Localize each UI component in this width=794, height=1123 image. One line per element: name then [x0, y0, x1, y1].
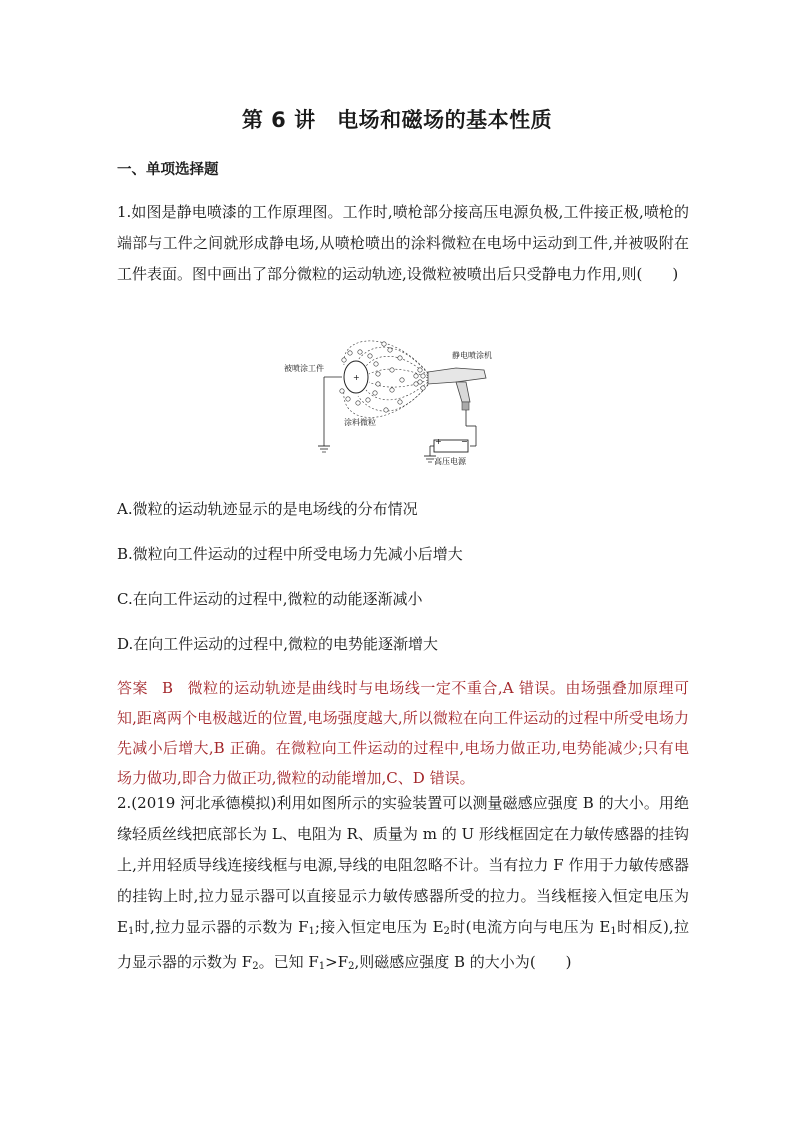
- q2-sub-e1-b: 1: [610, 926, 617, 937]
- section-heading: 一、单项选择题: [117, 162, 219, 178]
- q2-text-5: 时相反),拉力显示器的示数为 F: [117, 918, 689, 971]
- q2-text-1: 2.(2019 河北承德模拟)利用如图所示的实验装置可以测量磁感应强度 B 的大小。用绝缘轻质丝线把底部长为 L、电阻为 R、质量为 m 的 U 形线框固定在力敏传感器的挂钩上,并用轻质导线连接线框与电源,导线的电阻忽略不计。当有拉力 F 作用于力敏传感器的挂钩上时,拉力显示器可以直接显示力敏传感器所受的拉力。当线框接入恒定电压为 E: [117, 794, 689, 936]
- option-d: D.在向工件运动的过程中,微粒的电势能逐渐增大: [117, 635, 439, 653]
- source-plus-sign: +: [435, 437, 442, 446]
- answer-explanation: [117, 673, 689, 793]
- source-minus-sign: −: [461, 437, 468, 446]
- answer-text: 微粒的运动轨迹是曲线时与电场线一定不重合,A 错误。由场强叠加原理可知,距离两个电极越近的位置,电场强度越大,所以微粒在向工件运动的过程中所受电场力先减小后增大,B 正确。在微粒向工件运动的过程中,电场力做正功,电势能减少;只有电场力做功,即合力做正功,微粒的动能增加,C、D 错误。: [117, 679, 689, 787]
- option-b: B.微粒向工件运动的过程中所受电场力先减小后增大: [117, 545, 463, 563]
- q2-sub-e1: 1: [127, 926, 135, 937]
- q2-sub-e2: 2: [443, 926, 450, 937]
- q2-text-7: >F: [325, 953, 349, 971]
- q2-text-8: ,则磁感应强度 B 的大小为( ): [354, 953, 572, 971]
- q2-text-6: 。已知 F: [258, 953, 319, 971]
- answer-key: B: [162, 679, 174, 697]
- q2-sub-f2: 2: [252, 961, 259, 972]
- question-2-stem: [117, 788, 689, 982]
- q2-sub-f2-b: 2: [348, 961, 355, 972]
- label-high-voltage-source: 高压电源: [434, 457, 466, 466]
- answer-label: 答案: [117, 679, 149, 697]
- electrostatic-spray-diagram: [280, 340, 520, 470]
- page-title: 第 6 讲 电场和磁场的基本性质: [241, 108, 553, 132]
- option-a: A.微粒的运动轨迹显示的是电场线的分布情况: [117, 500, 418, 518]
- question-1-stem: 1.如图是静电喷漆的工作原理图。工作时,喷枪部分接高压电源负极,工件接正极,喷枪的端部与工件之间就形成静电场,从喷枪喷出的涂料微粒在电场中运动到工件,并被吸附在工件表面。图中画出了部分微粒的运动轨迹,设微粒被喷出后只受静电力作用,则( ): [117, 203, 689, 283]
- label-workpiece: 被喷涂工件: [284, 364, 324, 373]
- workpiece-plus-sign: +: [353, 373, 360, 382]
- label-spray-machine: 静电喷涂机: [452, 351, 492, 360]
- spray-gun-icon: [428, 368, 486, 410]
- q2-sub-f1-b: 1: [318, 961, 326, 972]
- q2-text-4: 时(电流方向与电压为 E: [449, 918, 611, 936]
- label-paint-particles: 涂料微粒: [344, 418, 376, 427]
- option-c: C.在向工件运动的过程中,微粒的动能逐渐减小: [117, 590, 423, 608]
- q2-text-2: 时,拉力显示器的示数为 F: [134, 918, 309, 936]
- q2-sub-f1: 1: [308, 926, 315, 937]
- q2-text-3: ;接入恒定电压为 E: [314, 918, 444, 936]
